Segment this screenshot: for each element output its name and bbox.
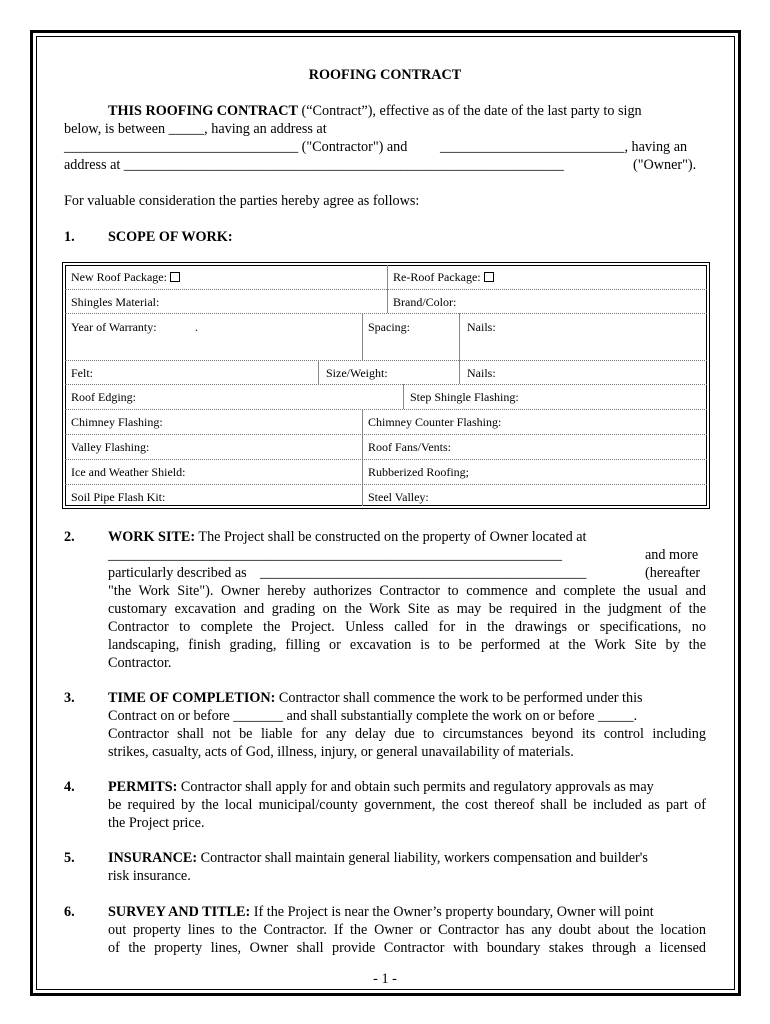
section-4-number: 4. <box>64 779 75 795</box>
table-divider <box>403 384 404 409</box>
page-number: - 1 - <box>373 971 397 987</box>
section-4-line-2: be required by the local municipal/county government, the cost thereof shall be included as part of <box>108 797 706 813</box>
shingles-material-label: Shingles Material: <box>71 295 160 309</box>
section-4-text-1: Contractor shall apply for and obtain such permits and regulatory approvals as may <box>177 779 654 795</box>
page-border-inner <box>36 36 735 990</box>
document-title: ROOFING CONTRACT <box>308 67 462 83</box>
intro-line-2: below, is between _____, having an address at <box>64 121 327 137</box>
section-2-line-8: Contractor. <box>108 655 172 671</box>
valley-flashing-label: Valley Flashing: <box>71 440 150 454</box>
new-roof-checkbox[interactable] <box>170 272 180 282</box>
spacing-label: Spacing: <box>368 320 410 334</box>
section-3-text-1: Contractor shall commence the work to be performed under this <box>275 690 643 706</box>
step-shingle-flashing-label: Step Shingle Flashing: <box>410 390 519 404</box>
section-3-line-1 <box>108 689 643 707</box>
section-6-line-1 <box>108 903 654 921</box>
nails-label-2: Nails: <box>467 366 496 380</box>
table-rule <box>65 409 707 410</box>
steel-valley-label: Steel Valley: <box>368 490 429 504</box>
section-1-heading: SCOPE OF WORK: <box>108 229 233 245</box>
section-4-line-1 <box>108 778 654 796</box>
chimney-flashing-label: Chimney Flashing: <box>71 415 163 429</box>
chimney-counter-flashing-label: Chimney Counter Flashing: <box>368 415 502 429</box>
section-2-hereafter: (hereafter <box>645 565 701 581</box>
section-2-line-1 <box>108 528 586 546</box>
section-5-line-1 <box>108 849 648 867</box>
table-rule <box>65 289 707 290</box>
section-2-blank-address: ________________________________________________________________ <box>108 547 562 563</box>
reroof-label: Re-Roof Package: <box>393 270 481 284</box>
table-divider <box>362 409 363 506</box>
section-2-line-5: customary excavation and grading on the Work Site as may be required in the judgment of the <box>108 601 706 617</box>
soil-pipe-flash-kit-label: Soil Pipe Flash Kit: <box>71 490 166 504</box>
section-5-line-2: risk insurance. <box>108 868 191 884</box>
section-6-number: 6. <box>64 904 75 920</box>
table-rule <box>65 360 707 361</box>
table-divider <box>387 265 388 313</box>
section-2-heading: WORK SITE: <box>108 529 196 545</box>
table-divider <box>459 313 460 384</box>
section-3-heading: TIME OF COMPLETION: <box>108 690 276 706</box>
section-5-heading: INSURANCE: <box>108 850 198 866</box>
brand-color-label: Brand/Color: <box>393 295 457 309</box>
intro-line-1 <box>108 102 642 120</box>
new-roof-package-field <box>71 270 180 284</box>
new-roof-label: New Roof Package: <box>71 270 167 284</box>
section-4-heading: PERMITS: <box>108 779 178 795</box>
section-3-line-4: strikes, casualty, acts of God, illness, injury, or general unavailability of materials. <box>108 744 574 760</box>
year-of-warranty-label: Year of Warranty: <box>71 320 157 334</box>
section-6-line-2: out property lines to the Contractor. If the Owner or Contractor has any doubt about the location <box>108 922 706 938</box>
section-2-number: 2. <box>64 529 75 545</box>
nails-label-1: Nails: <box>467 320 496 334</box>
section-2-line-7: landscaping, finish grading, filling or excavation is to be performed at the Work Site by the <box>108 637 706 653</box>
intro-bold: THIS ROOFING CONTRACT <box>108 103 298 119</box>
roof-fans-vents-label: Roof Fans/Vents: <box>368 440 452 454</box>
table-rule <box>65 459 707 460</box>
section-3-line-2: Contract on or before _______ and shall substantially complete the work on or before _____. <box>108 708 638 724</box>
table-rule <box>65 384 707 385</box>
section-2-and-more: and more <box>645 547 699 563</box>
section-5-number: 5. <box>64 850 75 866</box>
section-6-text-1: If the Project is near the Owner’s property boundary, Owner will point <box>250 904 654 920</box>
section-3-line-3: Contractor shall not be liable for any delay due to circumstances beyond its control including <box>108 726 706 742</box>
intro-line-4a: address at ______________________________________________________________ <box>64 157 564 173</box>
section-4-line-3: the Project price. <box>108 815 205 831</box>
size-weight-label: Size/Weight: <box>326 366 388 380</box>
section-5-text-1: Contractor shall maintain general liability, workers compensation and builder's <box>197 850 648 866</box>
section-6-heading: SURVEY AND TITLE: <box>108 904 251 920</box>
ice-weather-shield-label: Ice and Weather Shield: <box>71 465 186 479</box>
section-2-described-as: particularly described as <box>108 565 247 581</box>
reroof-package-field <box>393 270 494 284</box>
intro-text-1: (“Contract”), effective as of the date of the last party to sign <box>297 103 642 119</box>
table-rule <box>65 434 707 435</box>
section-2-line-4: "the Work Site"). Owner hereby authorizes Contractor to commence and complete the usual and <box>108 583 706 599</box>
section-2-line-6: Contractor to complete the Project. Unless called for in the drawings or specifications, no <box>108 619 706 635</box>
felt-label: Felt: <box>71 366 94 380</box>
table-rule <box>65 484 707 485</box>
section-3-number: 3. <box>64 690 75 706</box>
intro-line-3b: __________________________, having an <box>440 139 688 155</box>
table-rule <box>65 313 707 314</box>
reroof-checkbox[interactable] <box>484 272 494 282</box>
section-2-text-1: The Project shall be constructed on the property of Owner located at <box>195 529 587 545</box>
table-divider <box>362 313 363 360</box>
rubberized-roofing-label: Rubberized Roofing; <box>368 465 469 479</box>
intro-line-4b: ("Owner"). <box>633 157 697 173</box>
warranty-dot: . <box>195 320 198 334</box>
roof-edging-label: Roof Edging: <box>71 390 136 404</box>
intro-line-3a: _________________________________ ("Contractor") and <box>64 139 408 155</box>
section-6-line-3: of the property lines, Owner shall provide Contractor with boundary stakes through a licensed <box>108 940 706 956</box>
section-1-number: 1. <box>64 229 75 245</box>
section-2-blank-description: ______________________________________________ <box>260 565 587 581</box>
table-divider <box>318 360 319 384</box>
consideration-text: For valuable consideration the parties hereby agree as follows: <box>64 193 420 209</box>
